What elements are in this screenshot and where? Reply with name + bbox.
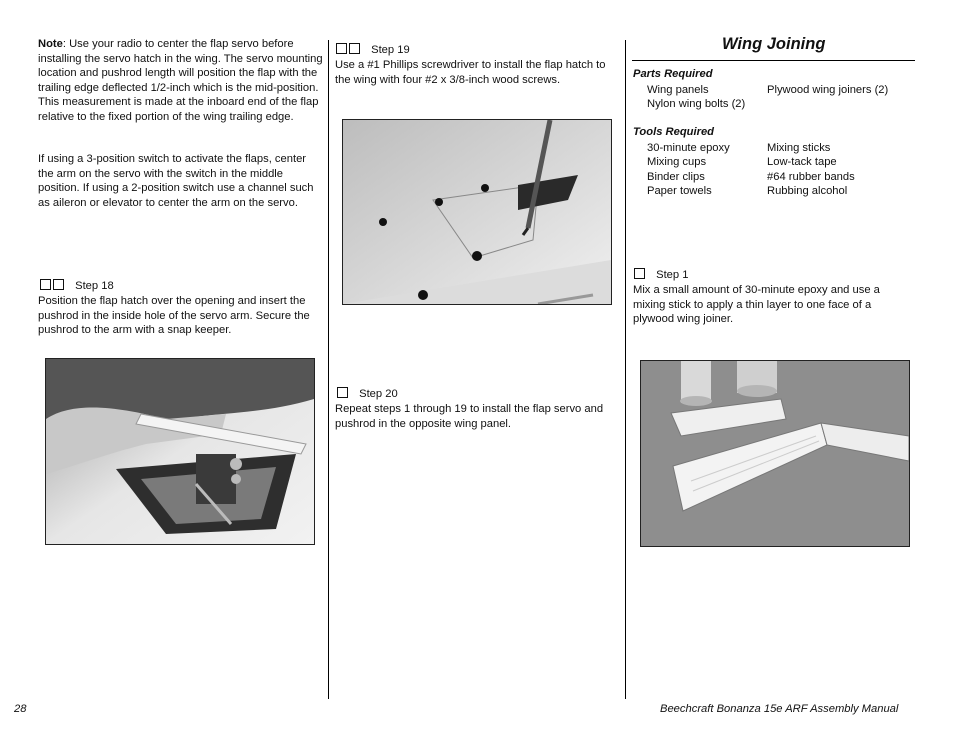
parts-required-label: Parts Required [633, 68, 713, 80]
list-item: #64 rubber bands [767, 170, 855, 183]
list-item: Rubbing alcohol [767, 184, 848, 197]
flap-hatch-photo [45, 358, 315, 545]
note-text: : Use your radio to center the flap servo before installing the servo hatch in the wing. The servo mounting location and pushrod length will position the flap with the trailing edge deflected 1/2-inch which is the mid-position. This measurement is made at the inboard end of the flap relative to the fixed portion of the wing trailing edge. [38, 38, 323, 123]
tools-list-right [767, 141, 855, 198]
tools-list-left [647, 141, 730, 198]
list-item: Plywood wing joiners (2) [767, 84, 889, 96]
list-item: Binder clips [647, 170, 705, 183]
list-item: 30-minute epoxy [647, 142, 730, 154]
screwdriver-photo-image [343, 120, 611, 304]
list-item: Mixing cups [647, 156, 707, 169]
checkbox-icon[interactable] [349, 43, 360, 54]
list-item: Nylon wing bolts (2) [647, 98, 746, 111]
flap-switch-paragraph: If using a 3-position switch to activate the flaps, center the arm on the servo with the switch in the middle position. If using a 2-position switch use a channel such as aileron or elevator to center the arm on the servo. [38, 153, 314, 209]
step-18-text: Position the flap hatch over the opening and insert the pushrod in the inside hole of the servo arm. Secure the pushrod to the arm with a snap keeper. [38, 295, 310, 336]
checkbox-icon[interactable] [337, 387, 348, 398]
list-item: Wing panels [647, 84, 709, 96]
wing-joiner-photo-image [641, 361, 909, 546]
step-20-text: Repeat steps 1 through 19 to install the flap servo and pushrod in the opposite wing panel. [335, 403, 604, 430]
heading-underline [632, 60, 915, 61]
list-item: Mixing sticks [767, 142, 831, 154]
checkbox-icon[interactable] [53, 279, 64, 290]
screwdriver-photo [342, 119, 612, 305]
step-18-heading [40, 279, 114, 294]
parts-list-left [647, 83, 745, 112]
step-20-heading [337, 387, 398, 402]
tools-required-label: Tools Required [633, 126, 715, 138]
column-divider-left [328, 40, 329, 699]
page-number: 28 [14, 703, 27, 715]
step-20-label: Step 20 [359, 388, 398, 400]
step-1-label: Step 1 [656, 269, 689, 281]
list-item: Paper towels [647, 184, 712, 197]
section-heading: Wing Joining [722, 35, 826, 53]
parts-list-right [767, 83, 888, 97]
step-19-heading [336, 43, 410, 58]
step-19-text: Use a #1 Phillips screwdriver to install the flap hatch to the wing with four #2 x 3/8-inch wood screws. [335, 59, 606, 86]
column-divider-right [625, 40, 626, 699]
checkbox-icon[interactable] [40, 279, 51, 290]
flap-hatch-photo-image [46, 359, 314, 544]
step-1-heading [634, 268, 688, 283]
checkbox-icon[interactable] [634, 268, 645, 279]
step-18-label: Step 18 [75, 280, 114, 292]
note-paragraph [38, 37, 324, 124]
step-19-label: Step 19 [371, 44, 410, 56]
manual-title: Beechcraft Bonanza 15e ARF Assembly Manual [660, 703, 899, 715]
checkbox-icon[interactable] [336, 43, 347, 54]
note-label: Note [38, 38, 63, 50]
wing-joiner-photo [640, 360, 910, 547]
step-1-text: Mix a small amount of 30-minute epoxy and use a mixing stick to apply a thin layer to one face of a plywood wing joiner. [633, 284, 880, 325]
list-item: Low-tack tape [767, 156, 837, 169]
